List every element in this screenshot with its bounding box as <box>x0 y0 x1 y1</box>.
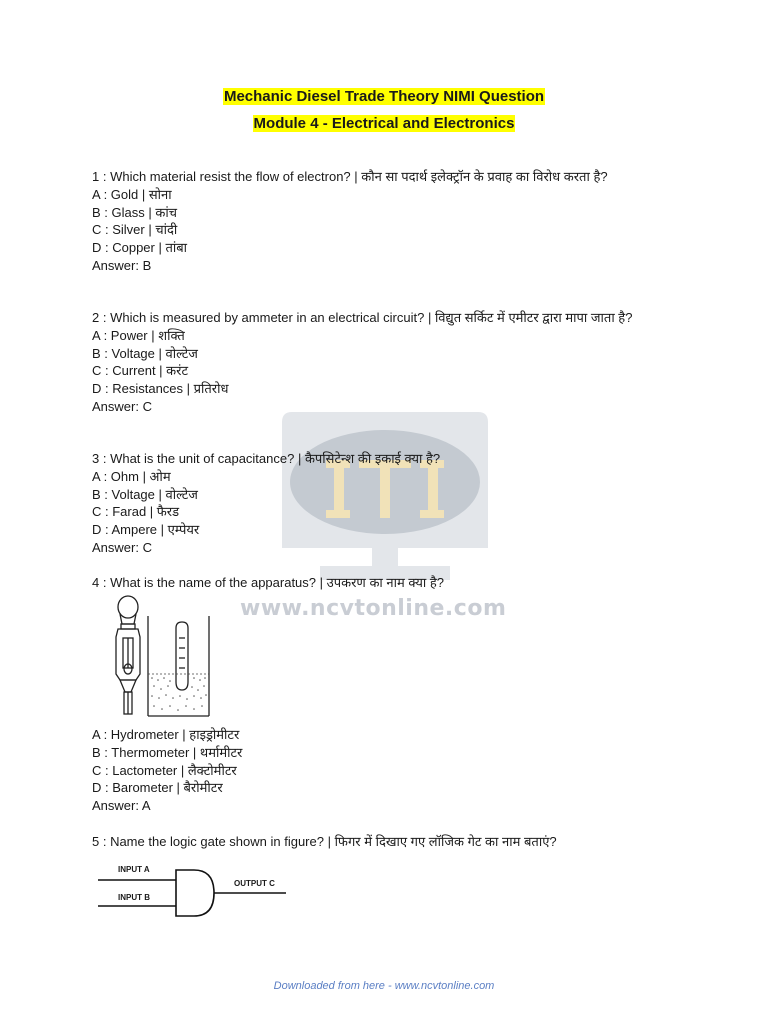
hydrometer-figure <box>96 594 216 720</box>
question-4-text <box>92 574 692 592</box>
option-c: C : Current | करंट <box>92 363 189 379</box>
question-5 <box>92 833 692 851</box>
question-text: 2 : Which is measured by ammeter in an electrical circuit? | विद्युत सर्किट में एमीटर द्वारा मापा जाता है? <box>92 310 633 325</box>
option-d: D : Barometer | बैरोमीटर <box>92 780 223 796</box>
option-a: A : Ohm | ओम <box>92 468 171 484</box>
page-title <box>0 88 768 105</box>
option-b: B : Voltage | वोल्टेज <box>92 486 198 502</box>
option-b: B : Glass | कांच <box>92 204 177 220</box>
option-d: D : Resistances | प्रतिरोध <box>92 381 229 397</box>
answer: Answer: A <box>92 798 151 814</box>
option-a: A : Power | शक्ति <box>92 327 185 343</box>
page-subtitle <box>0 115 768 132</box>
question-2 <box>92 309 672 416</box>
input-b-label: INPUT B <box>118 893 150 902</box>
option-d: D : Copper | तांबा <box>92 240 188 256</box>
question-text: 4 : What is the name of the apparatus? | उपकरण का नाम क्या है? <box>92 575 444 590</box>
footer-download-link[interactable]: Downloaded from here - www.ncvtonline.com <box>273 980 495 992</box>
option-d: D : Ampere | एम्पेयर <box>92 522 200 538</box>
question-text: 5 : Name the logic gate shown in figure? | फिगर में दिखाए गए लॉजिक गेट का नाम बताएं? <box>92 834 557 849</box>
answer: Answer: C <box>92 398 152 414</box>
question-4-options <box>92 726 692 815</box>
question-3 <box>92 450 692 557</box>
option-b: B : Voltage | वोल्टेज <box>92 345 198 361</box>
option-c: C : Farad | फैरड <box>92 504 180 520</box>
input-a-label: INPUT A <box>118 865 150 874</box>
option-a: A : Hydrometer | हाइड्रोमीटर <box>92 727 240 742</box>
page-title-text: Mechanic Diesel Trade Theory NIMI Question <box>223 88 545 105</box>
output-c-label: OUTPUT C <box>234 879 275 888</box>
watermark-url: www.ncvtonline.com <box>240 596 507 621</box>
option-a: A : Gold | सोना <box>92 186 172 202</box>
logic-gate-figure <box>96 858 296 920</box>
answer: Answer: C <box>92 539 152 555</box>
question-text: 3 : What is the unit of capacitance? | कैपसिटेन्श की इकाई क्या है? <box>92 451 441 466</box>
option-c: C : Lactometer | लैक्टोमीटर <box>92 762 237 778</box>
option-c: C : Silver | चांदी <box>92 222 178 238</box>
answer: Answer: B <box>92 257 152 273</box>
option-b: B : Thermometer | थर्मामीटर <box>92 744 243 760</box>
question-text: 1 : Which material resist the flow of electron? | कौन सा पदार्थ इलेक्ट्रॉन के प्रवाह का विरोध करता है? <box>92 169 608 184</box>
question-1 <box>92 168 692 275</box>
page-subtitle-text: Module 4 - Electrical and Electronics <box>253 115 515 132</box>
